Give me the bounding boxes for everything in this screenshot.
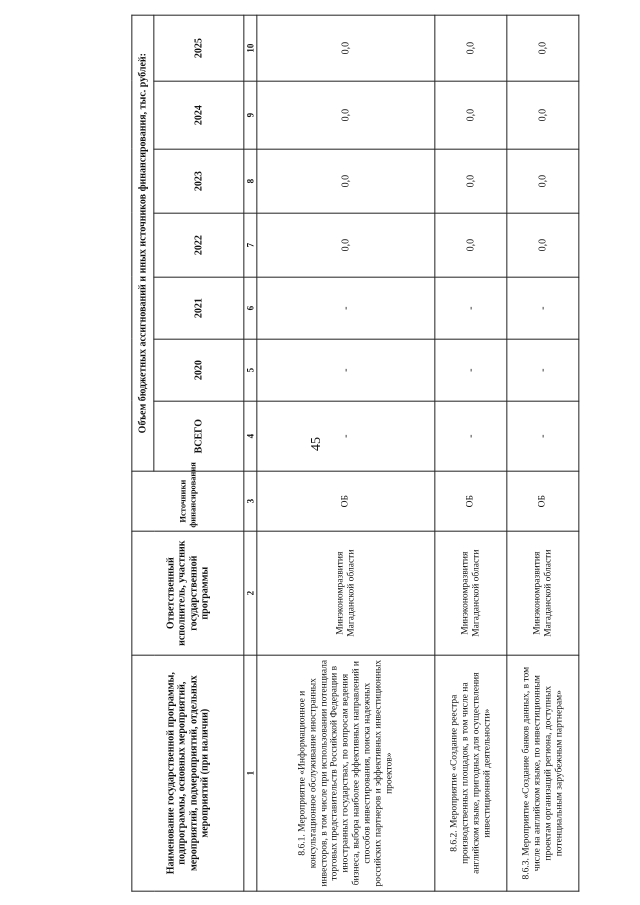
row-name: 8.6.2. Мероприятие «Создание реестра производственных площадок, в том числе на английском языке, пригодных для осуществления инвестиционной деятельности» <box>435 655 507 891</box>
value-2021: - <box>507 277 579 339</box>
value-total: - <box>435 401 507 471</box>
value-2020: - <box>257 339 435 401</box>
value-2021: - <box>435 277 507 339</box>
value-2024: 0,0 <box>257 81 435 149</box>
row-executor: Минэкономразвития Магаданской области <box>257 531 435 655</box>
value-2023: 0,0 <box>507 149 579 213</box>
header-year-2021: 2021 <box>154 277 244 339</box>
value-2022: 0,0 <box>435 213 507 277</box>
header-name: Наименование государственной программы, подпрограммы, основных мероприятий, мероприятий, подмероприятий, отдельных мероприятий (при наличии) <box>132 655 244 891</box>
row-source: ОБ <box>257 471 435 531</box>
value-2022: 0,0 <box>257 213 435 277</box>
header-year-2024: 2024 <box>154 81 244 149</box>
financing-table <box>131 15 579 892</box>
value-2023: 0,0 <box>435 149 507 213</box>
row-name: 8.6.3. Мероприятие «Создание банков данных, в том числе на английском языке, по инвестиционным проектам организаций региона, доступных потенциальным зарубежным партнерам» <box>507 655 579 891</box>
value-2024: 0,0 <box>435 81 507 149</box>
value-total: - <box>257 401 435 471</box>
column-number: 3 <box>244 471 257 531</box>
row-name: 8.6.1. Мероприятие «Информационное и консультационное обслуживание иностранных инвесторов, в том числе при использовании потенциала торговых представительств Российской Федерации в иностранных государствах, по вопросам ведения бизнеса, выбора наиболее эффективных направлений и способов инвестирования, поиска надежных российских партнеров и эффективных инвестиционных проектов» <box>257 655 435 891</box>
column-number: 2 <box>244 531 257 655</box>
value-2025: 0,0 <box>257 15 435 81</box>
table-row <box>507 15 579 891</box>
header-year-2020: 2020 <box>154 339 244 401</box>
header-source: Источники финансирования <box>132 471 244 531</box>
header-year-total: ВСЕГО <box>154 401 244 471</box>
column-number: 4 <box>244 401 257 471</box>
row-executor: Минэкономразвития Магаданской области <box>435 531 507 655</box>
value-2023: 0,0 <box>257 149 435 213</box>
column-number: 5 <box>244 339 257 401</box>
value-2021: - <box>257 277 435 339</box>
value-2022: 0,0 <box>507 213 579 277</box>
table-row <box>435 15 507 891</box>
column-number: 1 <box>244 655 257 891</box>
table-row <box>257 15 435 891</box>
row-executor: Минэкономразвития Магаданской области <box>507 531 579 655</box>
value-2025: 0,0 <box>507 15 579 81</box>
row-source: ОБ <box>507 471 579 531</box>
column-number: 7 <box>244 213 257 277</box>
column-number: 6 <box>244 277 257 339</box>
header-year-2023: 2023 <box>154 149 244 213</box>
header-year-2022: 2022 <box>154 213 244 277</box>
row-source: ОБ <box>435 471 507 531</box>
header-executor: Ответственный исполнитель, участник государственной программы <box>132 531 244 655</box>
column-number: 8 <box>244 149 257 213</box>
header-volume: Объем бюджетных ассигнований и иных источников финансирования, тыс. рублей: <box>132 15 154 471</box>
page-number: 45 <box>309 437 324 451</box>
value-2025: 0,0 <box>435 15 507 81</box>
column-number: 10 <box>244 15 257 81</box>
column-number: 9 <box>244 81 257 149</box>
column-number-row <box>244 15 257 891</box>
header-year-2025: 2025 <box>154 15 244 81</box>
value-total: - <box>507 401 579 471</box>
value-2020: - <box>507 339 579 401</box>
value-2024: 0,0 <box>507 81 579 149</box>
value-2020: - <box>435 339 507 401</box>
